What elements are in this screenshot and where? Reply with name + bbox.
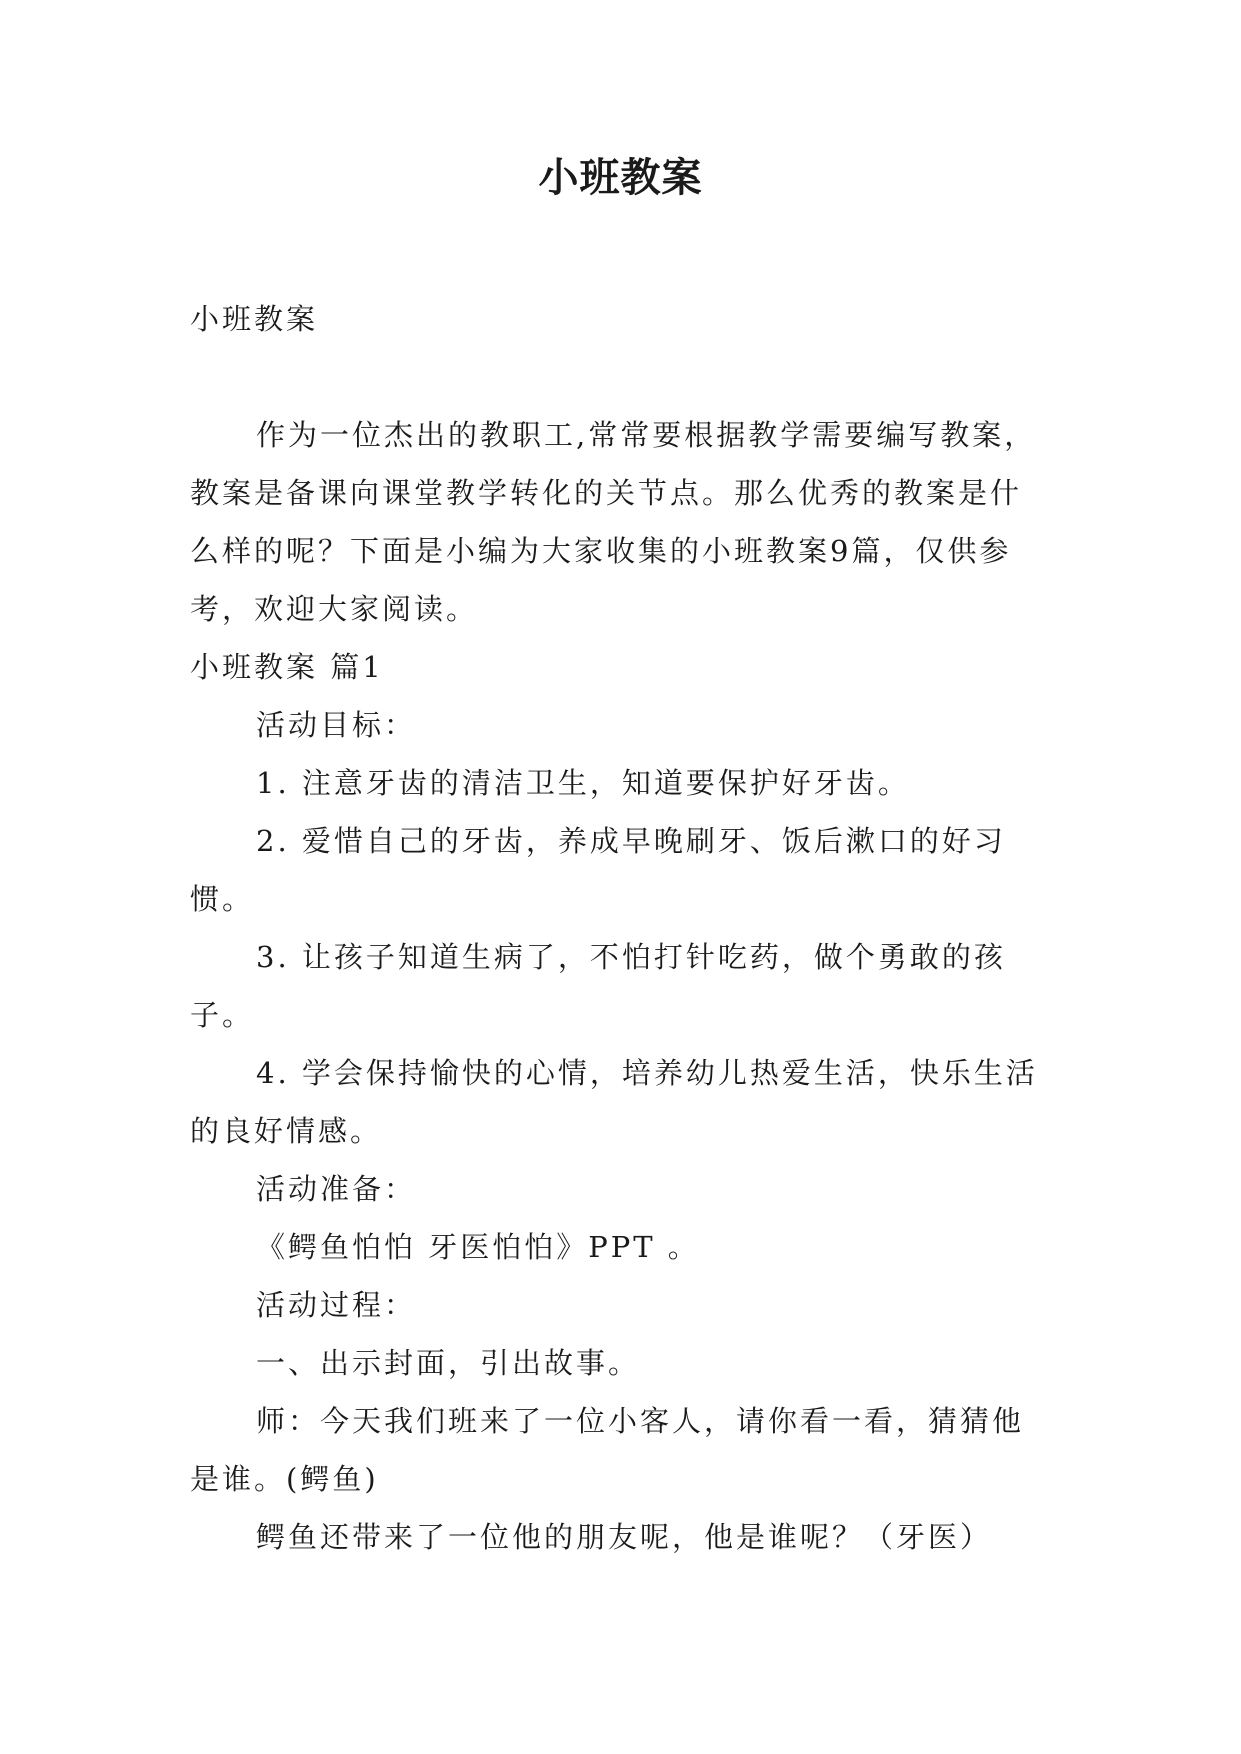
paragraph-gap [190, 348, 1050, 406]
goal-item: 4. 学会保持愉快的心情，培养幼儿热爱生活，快乐生活的良好情感。 [190, 1056, 1038, 1148]
goals-heading: 活动目标： [256, 708, 417, 742]
prep-item: 《鳄鱼怕怕 牙医怕怕》PPT 。 [256, 1230, 700, 1264]
document-subtitle: 小班教案 [190, 302, 319, 336]
friend-dialogue: 鳄鱼还带来了一位他的朋友呢，他是谁呢？（牙医） [256, 1520, 993, 1554]
section-heading: 小班教案 篇1 [190, 650, 384, 684]
process-step: 一、出示封面，引出故事。 [256, 1346, 641, 1380]
prep-heading: 活动准备： [256, 1172, 417, 1206]
goal-item: 2. 爱惜自己的牙齿，养成早晚刷牙、饭后漱口的好习惯。 [190, 824, 1006, 916]
goal-item: 1. 注意牙齿的清洁卫生，知道要保护好牙齿。 [256, 766, 910, 800]
process-heading: 活动过程： [256, 1288, 417, 1322]
teacher-dialogue: 师：今天我们班来了一位小客人，请你看一看，猜猜他是谁。(鳄鱼) [190, 1404, 1025, 1496]
document-body [190, 290, 1050, 1566]
goal-item: 3. 让孩子知道生病了，不怕打针吃药，做个勇敢的孩子。 [190, 940, 1006, 1032]
document-title: 小班教案 [538, 155, 703, 201]
intro-paragraph: 作为一位杰出的教职工,常常要根据教学需要编写教案，教案是备课向课堂教学转化的关节点。那么优秀的教案是什么样的呢？下面是小编为大家收集的小班教案9篇，仅供参考，欢迎大家阅读。 [190, 418, 1037, 626]
